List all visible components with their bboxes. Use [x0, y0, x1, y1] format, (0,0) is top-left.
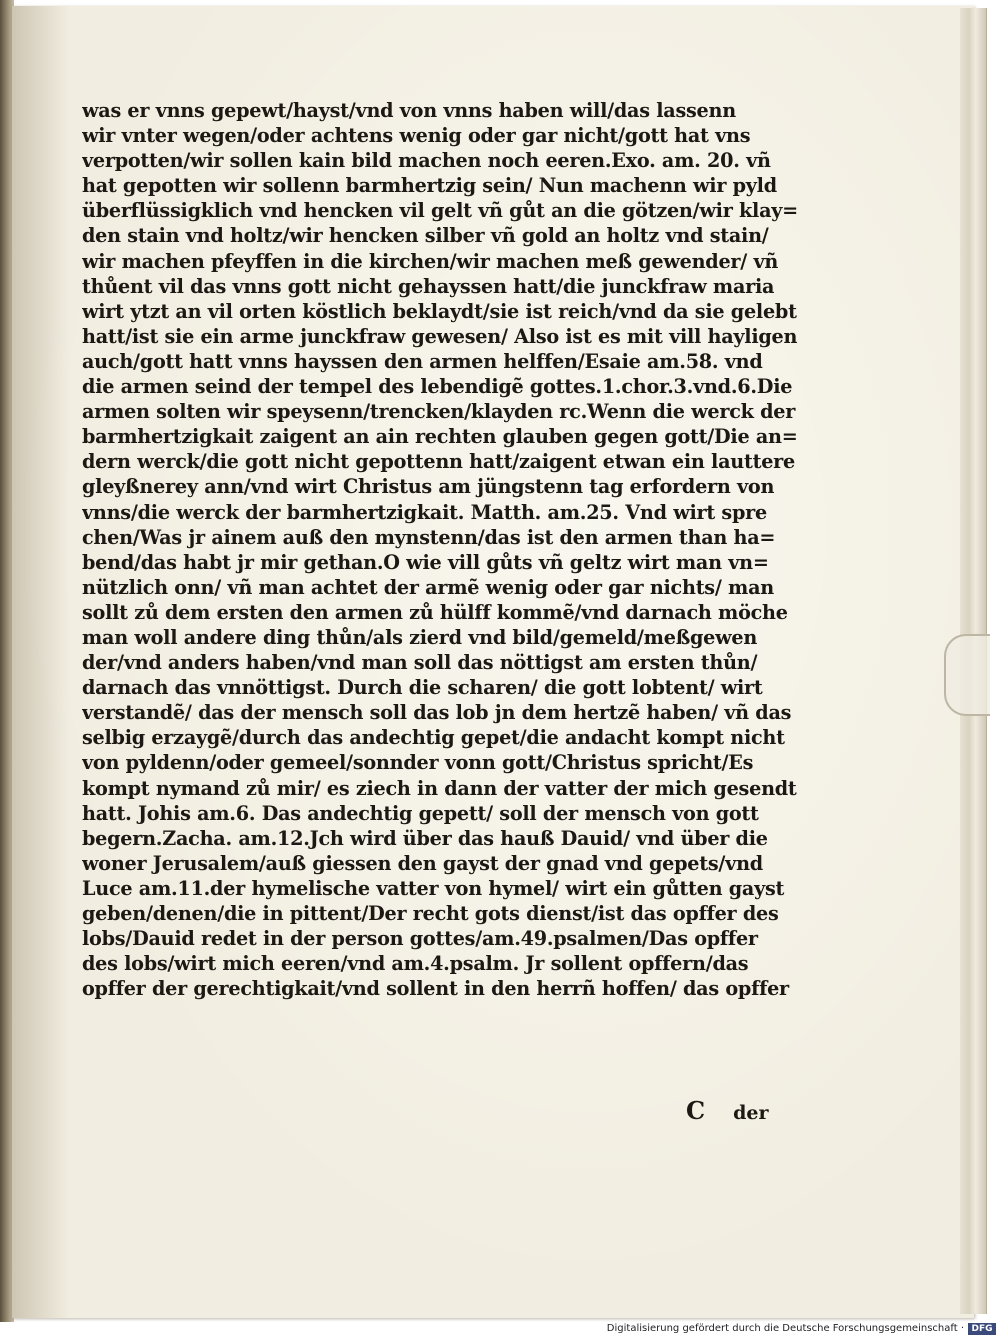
text-line: man woll andere ding thůn/als zierd vnd bild/gemeld/meßgewen — [82, 625, 758, 649]
text-line: was er vnns gepewt/hayst/vnd von vnns haben will/das lassenn — [82, 99, 736, 122]
text-line: lobs/Dauid redet in der person gottes/am.49.psalmen/Das opffer — [82, 927, 758, 951]
text-line: bend/das habt jr mir gethan.O wie vill gůts vñ geltz wirt man vn= — [82, 550, 769, 574]
text-line: begern.Zacha. am.12.Jch wird über das hauß Dauid/ vnd über die — [82, 826, 768, 850]
dfg-logo: DFG — [968, 1323, 996, 1335]
text-line: barmhertzigkait zaigent an ain rechten glauben gegen gott/Die an= — [82, 425, 798, 449]
catchword: der — [733, 1102, 769, 1124]
body-text — [82, 98, 802, 1001]
footer-credit: Digitalisierung gefördert durch die Deutsche Forschungsgemeinschaft · — [606, 1323, 964, 1334]
text-line: des lobs/wirt mich eeren/vnd am.4.psalm. Jr sollent opffern/das — [82, 952, 749, 976]
text-line: wirt ytzt an vil orten köstlich beklaydt/sie ist reich/vnd da sie gelebt — [82, 299, 797, 323]
text-line: verpotten/wir sollen kain bild machen noch eeren.Exo. am. 20. vñ — [82, 149, 771, 173]
text-line: nützlich onn/ vñ man achtet der armẽ wenig oder gar nichts/ man — [82, 575, 774, 599]
text-line: gleyßnerey ann/vnd wirt Christus am jüngstenn tag erfordern von — [82, 475, 775, 499]
text-line: selbig erzaygẽ/durch das andechtig gepet/die andacht kompt nicht — [82, 726, 785, 750]
page-clip — [944, 634, 990, 716]
text-line: hatt/ist sie ein arme junckfraw gewesen/ Also ist es mit vill hayligen — [82, 324, 798, 348]
signature-mark: C — [686, 1096, 706, 1125]
text-line: armen solten wir speysenn/trencken/klayden rc.Wenn die werck der — [82, 400, 796, 424]
text-line: geben/denen/die in pittent/Der recht gots dienst/ist das opffer des — [82, 902, 779, 925]
text-line: überflüssigklich vnd hencken vil gelt vñ gůt an die götzen/wir klay= — [82, 199, 798, 223]
text-line: hatt. Johis am.6. Das andechtig gepett/ soll der mensch von gott — [82, 801, 759, 825]
text-line: wir machen pfeyffen in die kirchen/wir machen meß gewender/ vñ — [82, 249, 779, 273]
text-line: vnns/die werck der barmhertzigkait. Matth. am.25. Vnd wirt spre — [82, 500, 767, 524]
text-line: kompt nymand zů mir/ es ziech in dann der vatter der mich gesendt — [82, 776, 797, 800]
text-line: chen/Was jr ainem auß den mynstenn/das ist den armen than ha= — [82, 525, 776, 549]
text-line: auch/gott hatt vnns hayssen den armen helffen/Esaie am.58. vnd — [82, 349, 763, 373]
text-line: die armen seind der tempel des lebendigẽ gottes.1.chor.3.vnd.6.Die — [82, 375, 793, 399]
text-line: hat gepotten wir sollenn barmhertzig sein/ Nun machenn wir pyld — [82, 174, 777, 198]
text-line: verstandẽ/ das der mensch soll das lob jn dem hertzẽ haben/ vñ das — [82, 701, 792, 725]
text-line: den stain vnd holtz/wir hencken silber vñ gold an holtz vnd stain/ — [82, 224, 769, 248]
text-line: darnach das vnnöttigst. Durch die scharen/ die gott lobtent/ wirt — [82, 676, 763, 700]
text-line: der/vnd anders haben/vnd man soll das nöttigst am ersten thůn/ — [82, 651, 758, 675]
text-line: opffer der gerechtigkait/vnd sollent in den herrñ hoffen/ das opffer — [82, 977, 789, 1001]
text-line: sollt zů dem ersten den armen zů hülff kommẽ/vnd darnach möche — [82, 600, 788, 624]
text-line: wir vnter wegen/oder achtens wenig oder gar nicht/gott hat vns — [82, 124, 751, 148]
text-line: dern werck/die gott nicht gepottenn hatt/zaigent etwan ein lauttere — [82, 450, 795, 474]
text-line: Luce am.11.der hymelische vatter von hymel/ wirt ein gůtten gayst — [82, 876, 785, 900]
text-line: woner Jerusalem/auß giessen den gayst der gnad vnd gepets/vnd — [82, 851, 763, 875]
text-line: thůent vil das vnns gott nicht gehayssen hatt/die junckfraw maria — [82, 274, 775, 298]
signature-line — [686, 1096, 769, 1125]
text-line: von pyldenn/oder gemeel/sonnder vonn gott/Christus spricht/Es — [82, 751, 754, 775]
